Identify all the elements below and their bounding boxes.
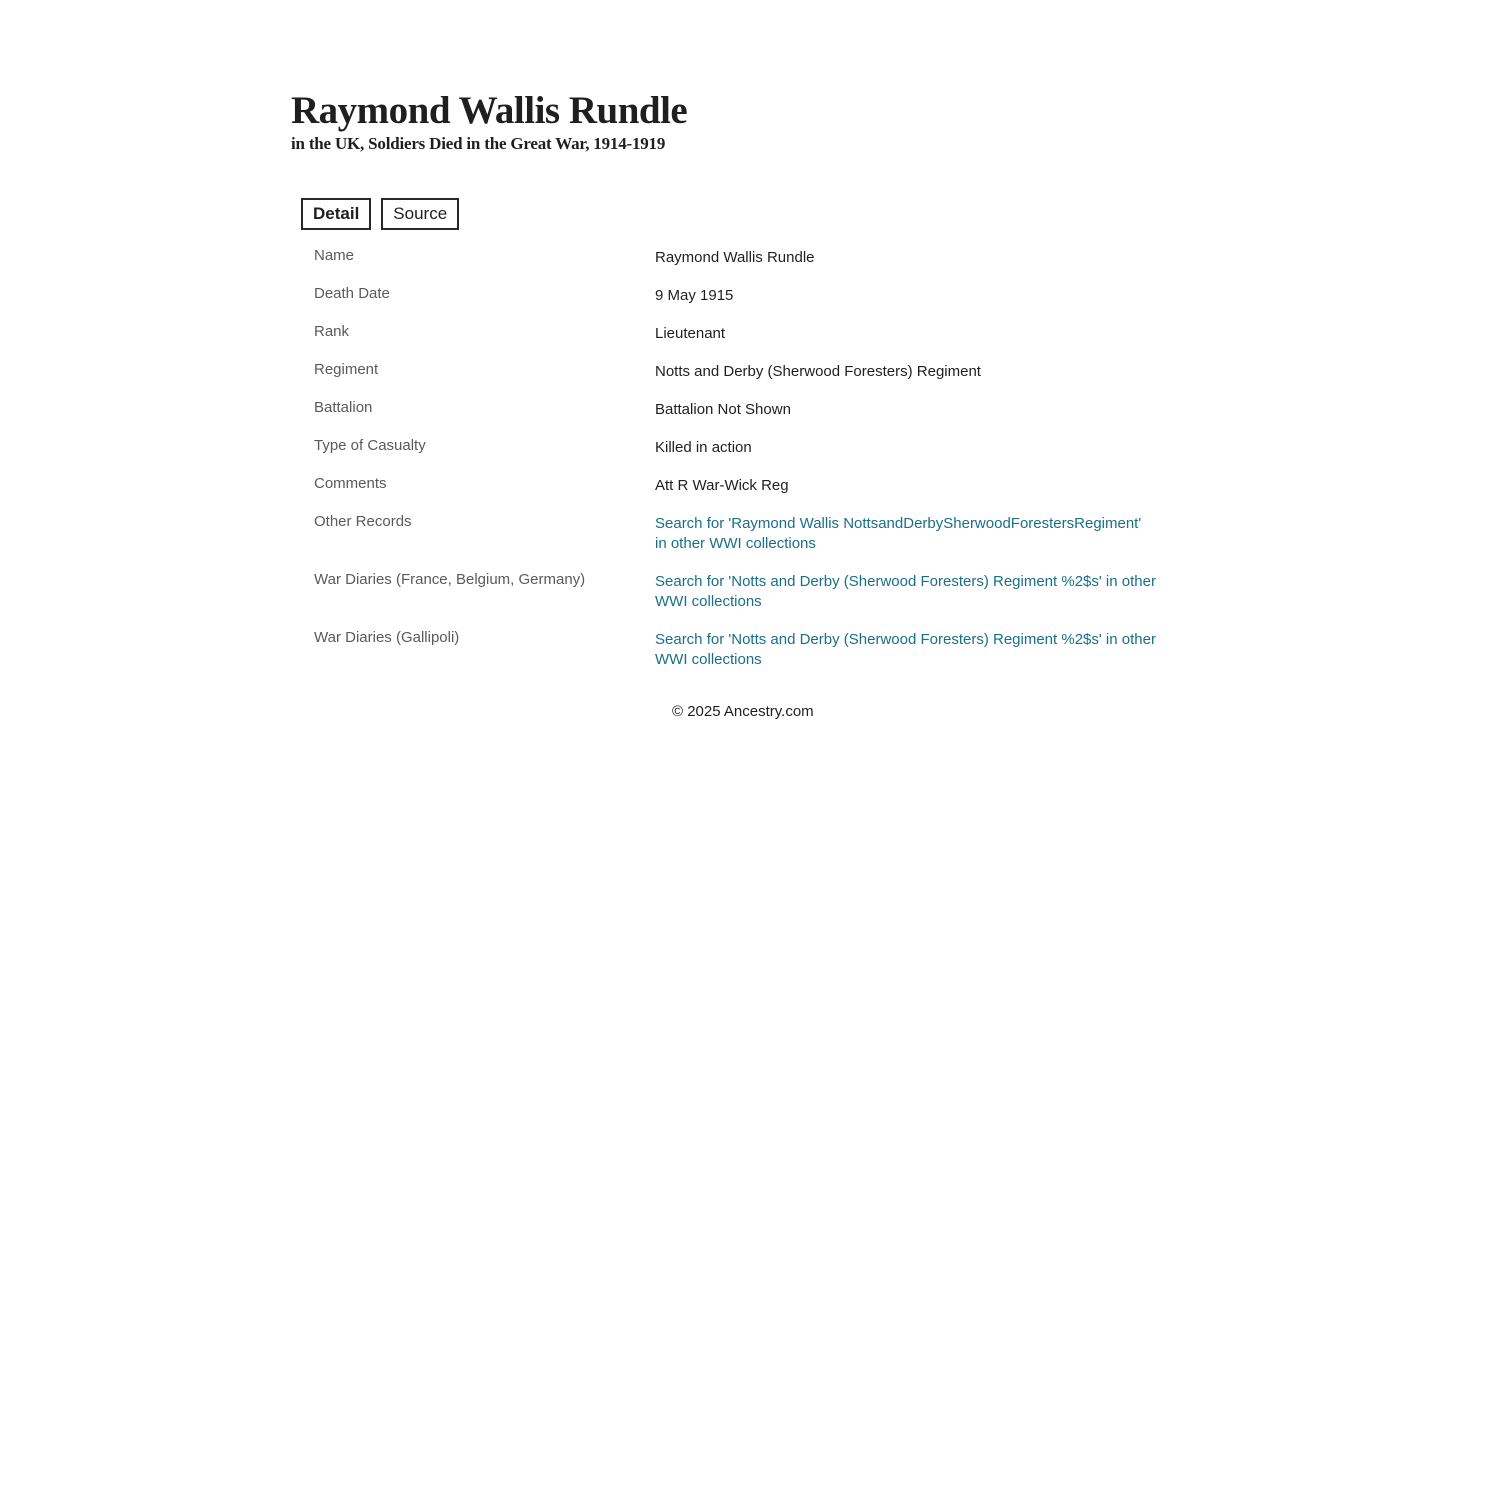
other-records-search-link[interactable] — [655, 515, 1141, 552]
link-text-line: Search for 'Notts and Derby (Sherwood Foresters) Regiment %2$s' in other — [655, 573, 1156, 590]
detail-value: Killed in action — [655, 439, 752, 456]
detail-value: Battalion Not Shown — [655, 401, 791, 418]
detail-value: Raymond Wallis Rundle — [655, 249, 815, 266]
detail-row-type-of-casualty — [314, 438, 1194, 458]
link-text-line: Search for 'Raymond Wallis NottsandDerbySherwoodForestersRegiment' — [655, 515, 1142, 532]
record-page — [291, 88, 1211, 720]
detail-row-other-records — [314, 514, 1194, 554]
detail-row-comments — [314, 476, 1194, 496]
detail-row-war-diaries-gallipoli — [314, 630, 1194, 670]
detail-label: Death Date — [314, 285, 390, 302]
detail-value: 9 May 1915 — [655, 287, 734, 304]
detail-label: Battalion — [314, 399, 373, 416]
detail-row-regiment — [314, 362, 1194, 382]
tab-detail[interactable]: Detail — [301, 198, 371, 230]
page-title: Raymond Wallis Rundle — [291, 89, 688, 132]
copyright-footer: © 2025 Ancestry.com — [672, 703, 814, 720]
detail-label: Type of Casualty — [314, 437, 426, 454]
detail-row-death-date — [314, 286, 1194, 306]
page-subtitle: in the UK, Soldiers Died in the Great War, 1914-1919 — [291, 134, 666, 153]
record-details — [314, 248, 1194, 688]
detail-value — [655, 630, 1194, 670]
link-text-line: WWI collections — [655, 593, 762, 610]
detail-row-name — [314, 248, 1194, 268]
detail-value — [655, 514, 1194, 554]
detail-label: Comments — [314, 475, 387, 492]
link-text-line: Search for 'Notts and Derby (Sherwood Foresters) Regiment %2$s' in other — [655, 631, 1156, 648]
war-diaries-france-search-link[interactable] — [655, 573, 1156, 610]
tab-bar — [301, 198, 459, 230]
detail-label: Rank — [314, 323, 350, 340]
detail-row-battalion — [314, 400, 1194, 420]
detail-label: War Diaries (Gallipoli) — [314, 629, 460, 646]
detail-label: Name — [314, 247, 355, 264]
detail-value: Lieutenant — [655, 325, 726, 342]
detail-label: War Diaries (France, Belgium, Germany) — [314, 571, 586, 588]
link-text-line: WWI collections — [655, 651, 762, 668]
tab-source[interactable]: Source — [381, 198, 459, 230]
war-diaries-gallipoli-search-link[interactable] — [655, 631, 1156, 668]
detail-row-rank — [314, 324, 1194, 344]
detail-label: Other Records — [314, 513, 412, 530]
link-text-line: in other WWI collections — [655, 535, 816, 552]
detail-value: Notts and Derby (Sherwood Foresters) Regiment — [655, 363, 981, 380]
detail-row-war-diaries-france — [314, 572, 1194, 612]
detail-value — [655, 572, 1194, 612]
detail-label: Regiment — [314, 361, 379, 378]
detail-value: Att R War-Wick Reg — [655, 477, 789, 494]
